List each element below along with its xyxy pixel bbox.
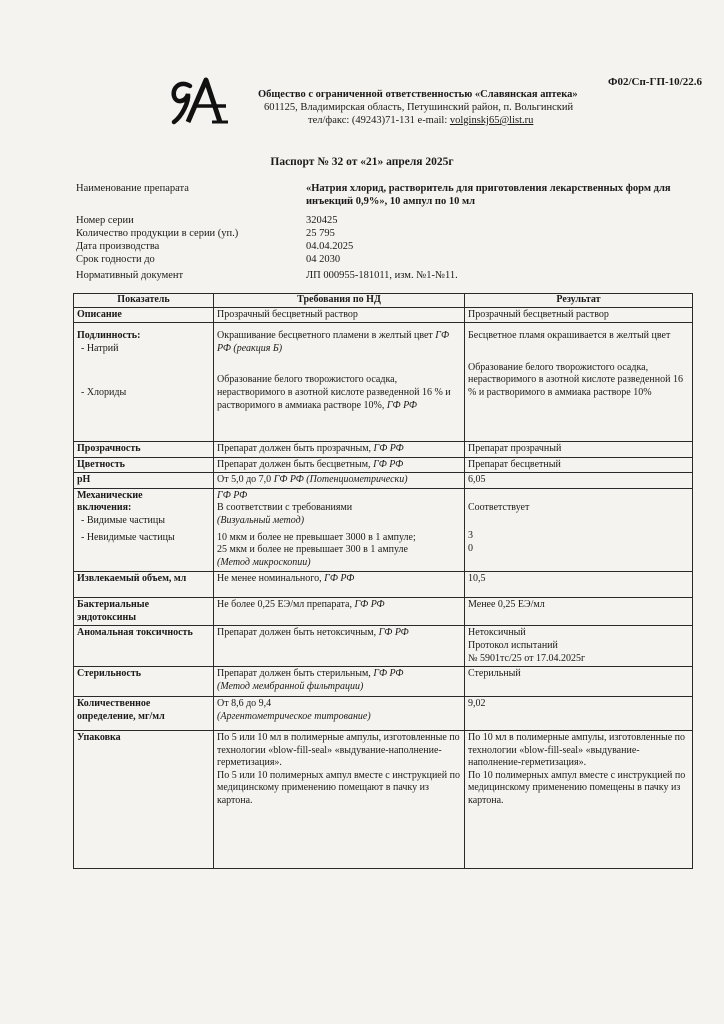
table-row: [74, 598, 693, 626]
info-row-production: [76, 240, 696, 253]
mechanical-label-2: включения:: [77, 502, 132, 514]
requirement-color: Препарат должен быть бесцветным, ГФ РФ: [214, 457, 465, 473]
table-header-row: [74, 294, 693, 308]
results-table: [73, 293, 693, 869]
passport-title: Паспорт № 32 от «21» апреля 2025г: [270, 156, 454, 168]
indicator-volume: Извлекаемый объем, мл: [74, 572, 214, 598]
requirement-description: Прозрачный бесцветный раствор: [214, 307, 465, 323]
invisible-req-2: 25 мкм и более не превышает 300 в 1 ампуле: [217, 544, 408, 556]
mechanical-req-gf: ГФ РФ: [217, 489, 248, 501]
product-info: [76, 182, 696, 282]
invisible-result-1: 3: [468, 530, 473, 542]
quantity-label: Количество продукции в серии (уп.): [76, 228, 239, 239]
indicator-ph: pH: [74, 473, 214, 489]
info-row-normative: [76, 269, 696, 282]
requirement-assay: От 8,6 до 9,4 (Аргентометрическое титрование): [214, 697, 465, 731]
result-description: Прозрачный бесцветный раствор: [465, 307, 693, 323]
result-sterility: Стерильный: [465, 667, 693, 697]
indicator-sterility: Стерильность: [74, 667, 214, 697]
result-endotoxins: Менее 0,25 ЕЭ/мл: [465, 598, 693, 626]
normative-value: ЛП 000955-181011, изм. №1-№11.: [306, 270, 458, 281]
table-row: [74, 572, 693, 598]
indicator-color: Цветность: [74, 457, 214, 473]
visible-result: Соответствует: [468, 501, 530, 513]
indicator-toxicity: Аномальная токсичность: [74, 626, 214, 667]
indicator-mechanical: [74, 488, 214, 571]
indicator-transparency: Прозрачность: [74, 441, 214, 457]
sodium-label: - Натрий: [81, 342, 119, 354]
requirement-sterility: Препарат должен быть стерильным, ГФ РФ (Метод мембранной фильтрации): [214, 667, 465, 697]
organization-contacts: [258, 114, 618, 127]
table-row: [74, 457, 693, 473]
info-row-expiry: [76, 253, 696, 266]
invisible-req-method: (Метод микроскопии): [217, 556, 311, 568]
requirement-ph: От 5,0 до 7,0 ГФ РФ (Потенциометрически): [214, 473, 465, 489]
header-result: Результат: [465, 294, 693, 308]
authenticity-label: Подлинность:: [77, 330, 141, 342]
result-mechanical: [465, 488, 693, 571]
production-label: Дата производства: [76, 241, 160, 252]
series-value: 320425: [306, 215, 338, 226]
series-label: Номер серии: [76, 215, 134, 226]
organization-email: volginskj65@list.ru: [449, 115, 534, 126]
indicator-authenticity: [74, 323, 214, 442]
invisible-result-2: 0: [468, 542, 473, 554]
requirement-volume: Не менее номинального, ГФ РФ: [214, 572, 465, 598]
table-row: [74, 307, 693, 323]
indicator-description: Описание: [74, 307, 214, 323]
mechanical-req-line: В соответствии с требованиями: [217, 502, 353, 514]
invisible-req-1: 10 мкм и более не превышает 3000 в 1 ампуле;: [217, 531, 416, 543]
result-toxicity: Нетоксичный Протокол испытаний № 5901тс/25 от 17.04.2025г: [465, 626, 693, 667]
result-ph: 6,05: [465, 473, 693, 489]
normative-label: Нормативный документ: [76, 270, 184, 281]
requirement-toxicity: Препарат должен быть нетоксичным, ГФ РФ: [214, 626, 465, 667]
expiry-label: Срок годности до: [76, 254, 155, 265]
expiry-value: 04 2030: [306, 254, 341, 265]
name-value: «Натрия хлорид, растворитель для приготовления лекарственных форм для инъекций 0,9%», 10 ампул по 10 мл: [306, 183, 671, 207]
organization-name: Общество с ограниченной ответственностью «Славянская аптека»: [258, 89, 578, 100]
info-row-series: [76, 214, 696, 227]
indicator-packaging: Упаковка: [74, 731, 214, 869]
header-indicator: Показатель: [74, 294, 214, 308]
result-volume: 10,5: [465, 572, 693, 598]
production-value: 04.04.2025: [306, 241, 354, 252]
chlorides-result: Образование белого творожистого осадка, нерастворимого в азотной кислоте разведенной 16 % и растворимого в аммиака растворе 10%: [468, 361, 683, 398]
table-row: [74, 488, 693, 571]
table-row: [74, 441, 693, 457]
requirement-transparency: Препарат должен быть прозрачным, ГФ РФ: [214, 441, 465, 457]
requirement-packaging: По 5 или 10 мл в полимерные ампулы, изготовленные по технологии «blow-fill-seal» «выдувание-наполнение-герметизация». По 5 или 10 полимерных ампул вместе с инструкцией по медицинскому применению помещают в пачку из картона.: [214, 731, 465, 869]
name-label: Наименование препарата: [76, 183, 189, 194]
sodium-requirement: Окрашивание бесцветного пламени в желтый цвет ГФ РФ (реакция Б): [217, 330, 450, 354]
requirement-mechanical: [214, 488, 465, 571]
organization-block: [258, 88, 618, 127]
indicator-endotoxins: Бактериальные эндотоксины: [74, 598, 214, 626]
result-authenticity: [465, 323, 693, 442]
table-row: [74, 626, 693, 667]
info-row-quantity: [76, 227, 696, 240]
header-requirement: Требования по НД: [214, 294, 465, 308]
mechanical-req-method: (Визуальный метод): [217, 514, 305, 526]
company-logo-icon: [168, 72, 230, 130]
chlorides-label: - Хлориды: [81, 387, 127, 399]
result-packaging: По 10 мл в полимерные ампулы, изготовленные по технологии «blow-fill-seal» «выдувание-наполнение-герметизация». По 10 полимерных ампул вместе с инструкцией по медицинскому применению помещены в пачку из картона.: [465, 731, 693, 869]
result-transparency: Препарат прозрачный: [465, 441, 693, 457]
table-row: [74, 473, 693, 489]
table-row: [74, 731, 693, 869]
requirement-endotoxins: Не более 0,25 ЕЭ/мл препарата, ГФ РФ: [214, 598, 465, 626]
invisible-particles-label: - Невидимые частицы: [81, 531, 175, 543]
contacts-prefix: тел/факс: (49243)71-131 e-mail:: [308, 115, 450, 126]
chlorides-requirement: Образование белого творожистого осадка, нерастворимого в азотной кислоте разведенной 16 % и растворимого в аммиака растворе 10%, ГФ РФ: [217, 374, 451, 411]
visible-particles-label: - Видимые частицы: [81, 514, 165, 526]
quantity-value: 25 795: [306, 228, 335, 239]
result-assay: 9,02: [465, 697, 693, 731]
info-row-name: [76, 182, 696, 208]
requirement-authenticity: [214, 323, 465, 442]
organization-address: 601125, Владимирская область, Петушинский район, п. Вольгинский: [264, 102, 574, 113]
table-row: [74, 697, 693, 731]
mechanical-label-1: Механические: [77, 489, 143, 501]
table-row: [74, 323, 693, 442]
indicator-assay: Количественное определение, мг/мл: [74, 697, 214, 731]
form-code: Ф02/Сп-ГП-10/22.6: [608, 76, 702, 88]
sodium-result: Бесцветное пламя окрашивается в желтый цвет: [468, 330, 671, 342]
table-row: [74, 667, 693, 697]
result-color: Препарат бесцветный: [465, 457, 693, 473]
